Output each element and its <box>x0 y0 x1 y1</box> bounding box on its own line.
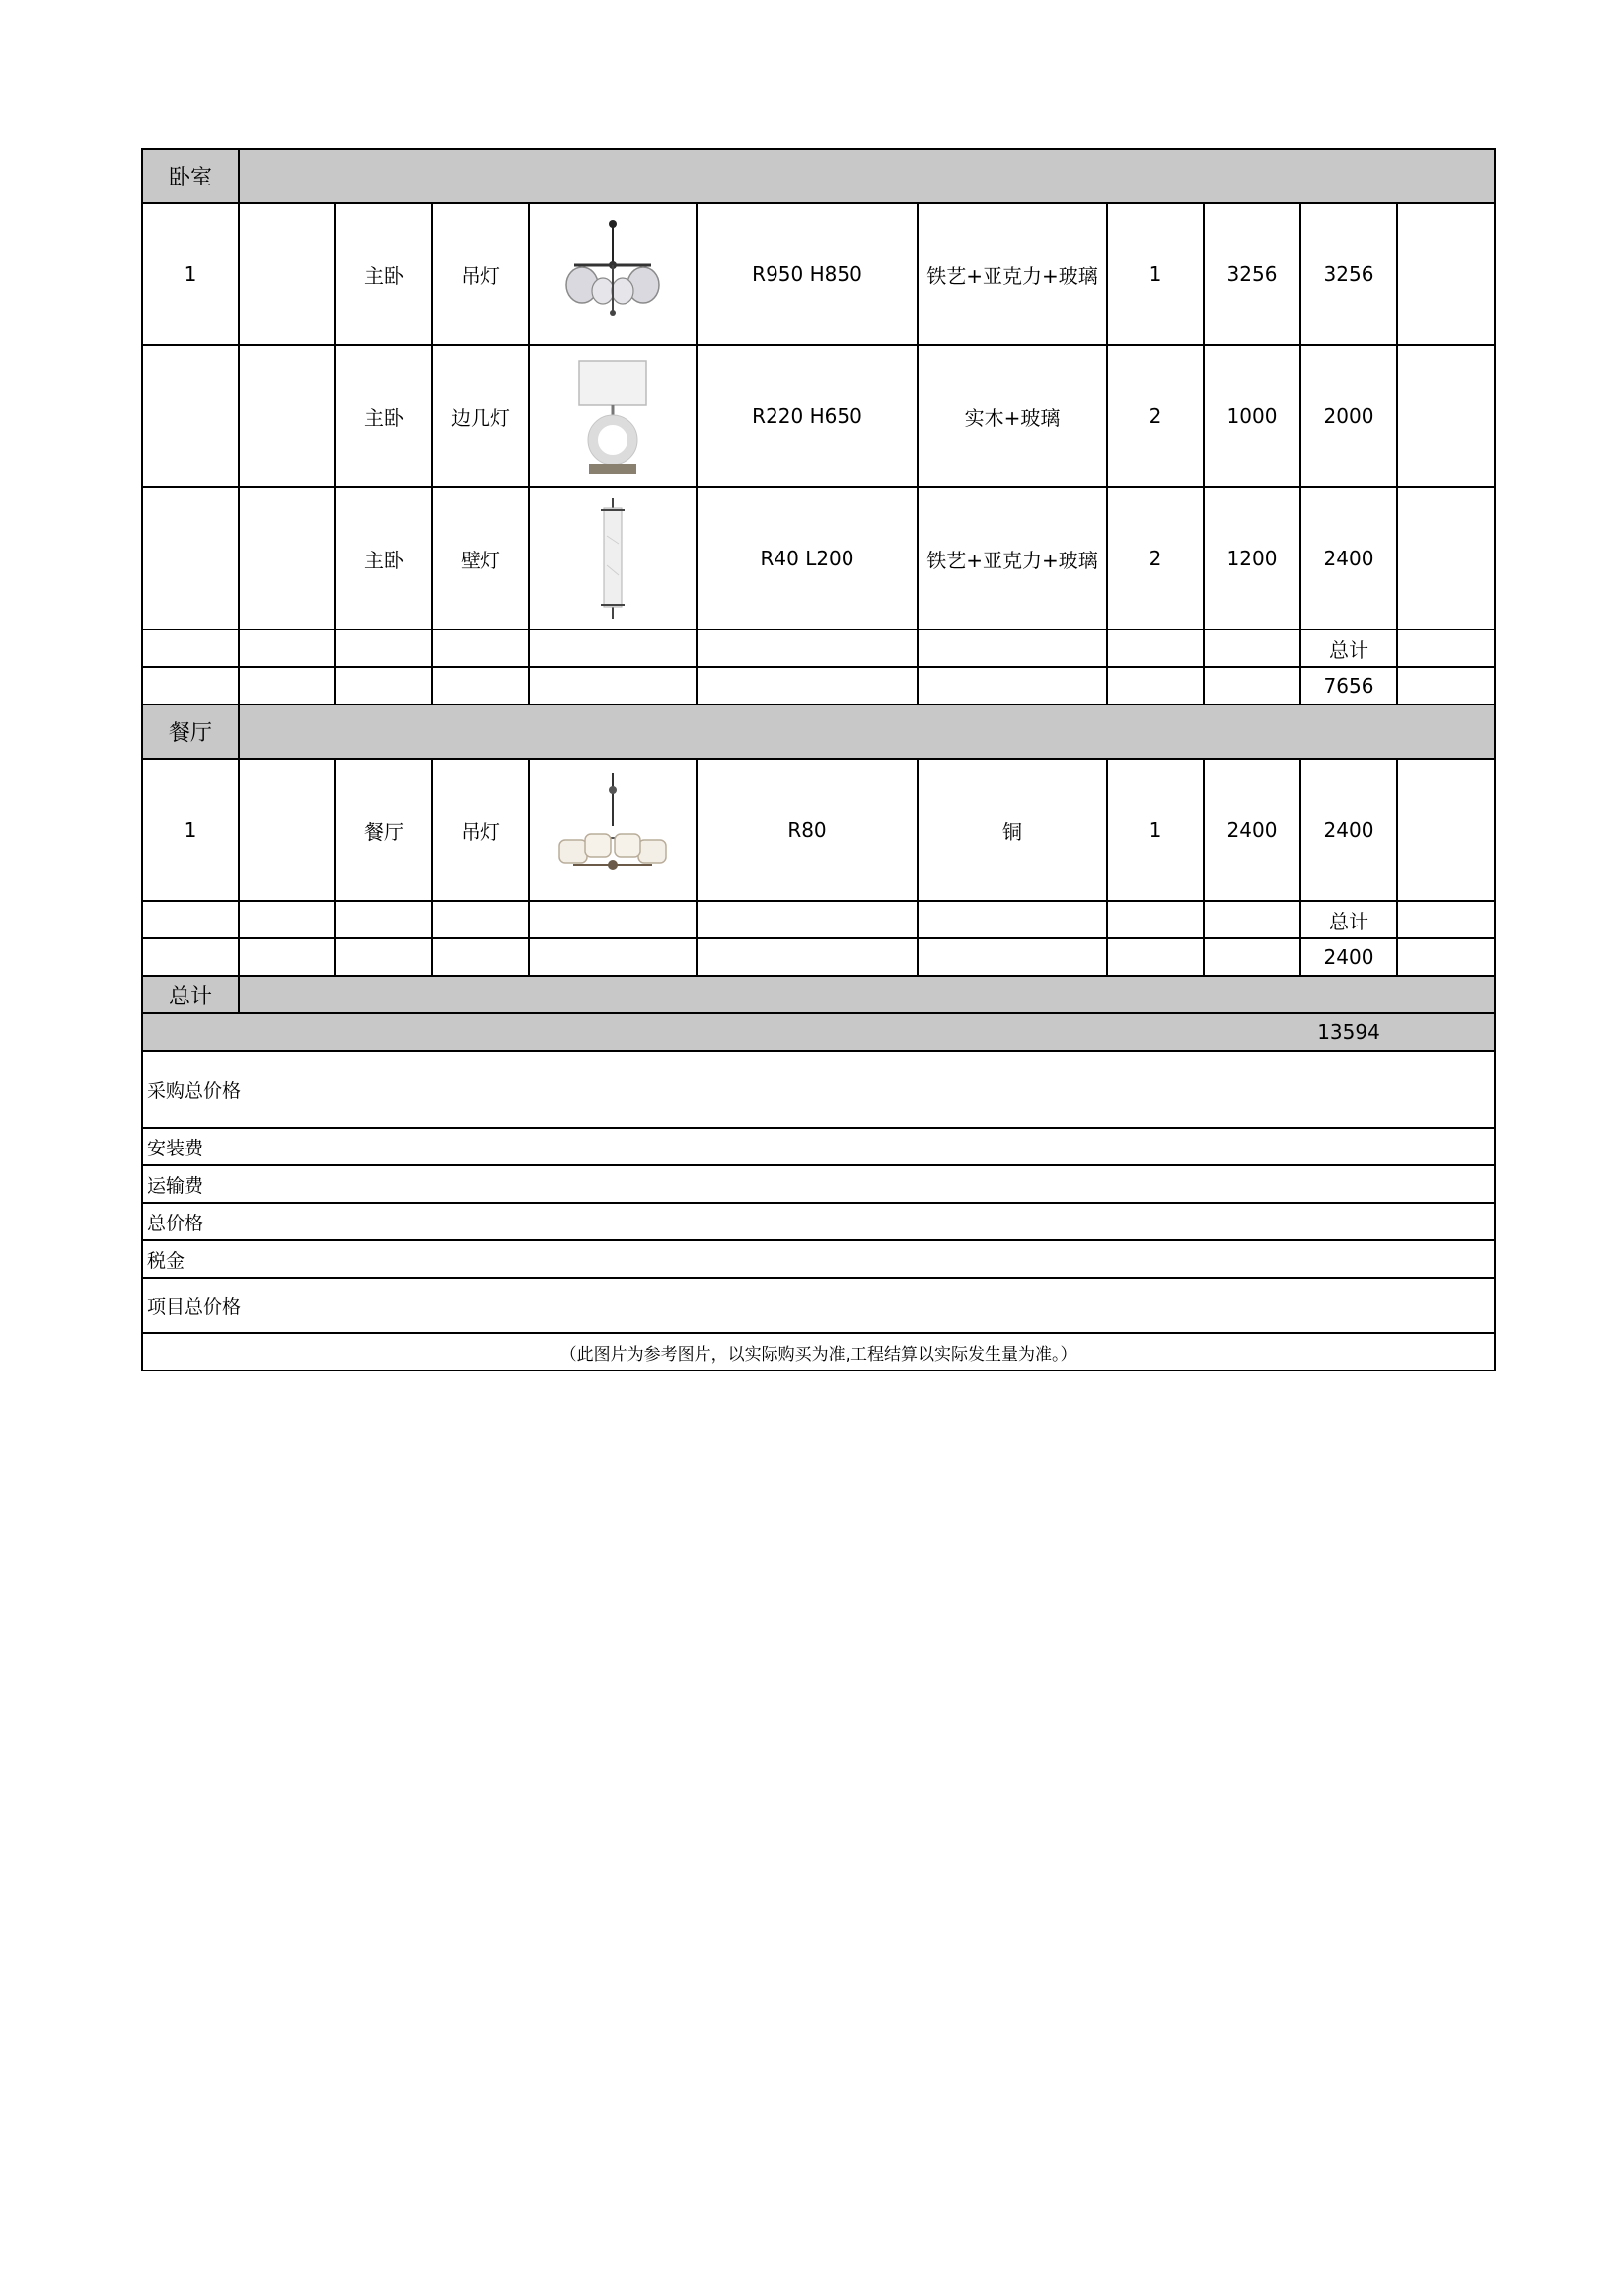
reference-note: （此图片为参考图片，以实际购买为准,工程结算以实际发生量为准。） <box>142 1333 1495 1370</box>
total-price-label: 总价格 <box>142 1203 1495 1240</box>
item-number: 1 <box>142 759 239 901</box>
grand-total-header <box>142 976 1495 1013</box>
section-filler <box>239 149 1495 203</box>
chandelier-bubble-icon <box>558 220 667 329</box>
item-size: R950 H850 <box>697 203 918 345</box>
table-row <box>142 345 1495 487</box>
subtotal-label-row <box>142 901 1495 938</box>
item-unit-price: 1000 <box>1204 345 1300 487</box>
section-label: 餐厅 <box>142 704 239 759</box>
wall-lamp-icon <box>593 496 632 621</box>
item-room: 主卧 <box>335 487 432 630</box>
installation-fee-label: 安装费 <box>142 1128 1495 1165</box>
item-qty: 2 <box>1107 487 1204 630</box>
product-image <box>529 203 697 345</box>
item-size: R220 H650 <box>697 345 918 487</box>
item-size: R80 <box>697 759 918 901</box>
item-total: 2400 <box>1300 487 1397 630</box>
grand-total-value: 13594 <box>1300 1013 1397 1051</box>
table-lamp-icon <box>573 355 652 478</box>
item-type: 边几灯 <box>432 345 529 487</box>
item-type: 吊灯 <box>432 759 529 901</box>
fee-row-installation <box>142 1128 1495 1165</box>
item-type: 吊灯 <box>432 203 529 345</box>
section-filler <box>239 704 1495 759</box>
item-material: 铁艺+亚克力+玻璃 <box>918 487 1107 630</box>
empty-cell <box>1397 203 1495 345</box>
product-image <box>529 487 697 630</box>
empty-cell <box>1397 345 1495 487</box>
subtotal-value-row <box>142 938 1495 976</box>
item-number <box>142 487 239 630</box>
empty-cell <box>1397 487 1495 630</box>
item-qty: 1 <box>1107 203 1204 345</box>
item-total: 2000 <box>1300 345 1397 487</box>
product-image <box>529 345 697 487</box>
item-material: 实木+玻璃 <box>918 345 1107 487</box>
note-row <box>142 1333 1495 1370</box>
item-material: 铁艺+亚克力+玻璃 <box>918 203 1107 345</box>
subtotal-value-row <box>142 667 1495 704</box>
grand-total-end <box>1397 1013 1495 1051</box>
subtotal-value: 7656 <box>1300 667 1397 704</box>
chandelier-shades-icon <box>554 771 672 889</box>
item-room: 主卧 <box>335 345 432 487</box>
item-total: 2400 <box>1300 759 1397 901</box>
table-row <box>142 487 1495 630</box>
item-room: 餐厅 <box>335 759 432 901</box>
item-type: 壁灯 <box>432 487 529 630</box>
empty-cell <box>1397 759 1495 901</box>
fee-row-tax <box>142 1240 1495 1278</box>
item-room: 主卧 <box>335 203 432 345</box>
section-label: 卧室 <box>142 149 239 203</box>
grand-total-row <box>142 1013 1495 1051</box>
empty-cell <box>239 345 335 487</box>
section-header-bedroom <box>142 149 1495 203</box>
grand-total-label: 总计 <box>142 976 239 1013</box>
item-total: 3256 <box>1300 203 1397 345</box>
table-row <box>142 759 1495 901</box>
grand-total-spacer <box>142 1013 1300 1051</box>
item-size: R40 L200 <box>697 487 918 630</box>
fee-row-total-price <box>142 1203 1495 1240</box>
fee-row-project-total <box>142 1278 1495 1333</box>
fee-row-transport <box>142 1165 1495 1203</box>
empty-cell <box>239 759 335 901</box>
item-unit-price: 2400 <box>1204 759 1300 901</box>
section-header-dining <box>142 704 1495 759</box>
item-unit-price: 1200 <box>1204 487 1300 630</box>
item-material: 铜 <box>918 759 1107 901</box>
tax-label: 税金 <box>142 1240 1495 1278</box>
table-row <box>142 203 1495 345</box>
project-total-label: 项目总价格 <box>142 1278 1495 1333</box>
fee-row-purchase <box>142 1051 1495 1128</box>
item-qty: 1 <box>1107 759 1204 901</box>
subtotal-value: 2400 <box>1300 938 1397 976</box>
transport-fee-label: 运输费 <box>142 1165 1495 1203</box>
subtotal-label: 总计 <box>1300 630 1397 667</box>
item-number <box>142 345 239 487</box>
item-qty: 2 <box>1107 345 1204 487</box>
empty-cell <box>239 487 335 630</box>
section-filler <box>239 976 1495 1013</box>
purchase-total-label: 采购总价格 <box>142 1051 1495 1128</box>
subtotal-label: 总计 <box>1300 901 1397 938</box>
item-unit-price: 3256 <box>1204 203 1300 345</box>
quotation-table <box>141 148 1496 1371</box>
subtotal-label-row <box>142 630 1495 667</box>
item-number: 1 <box>142 203 239 345</box>
empty-cell <box>239 203 335 345</box>
product-image <box>529 759 697 901</box>
